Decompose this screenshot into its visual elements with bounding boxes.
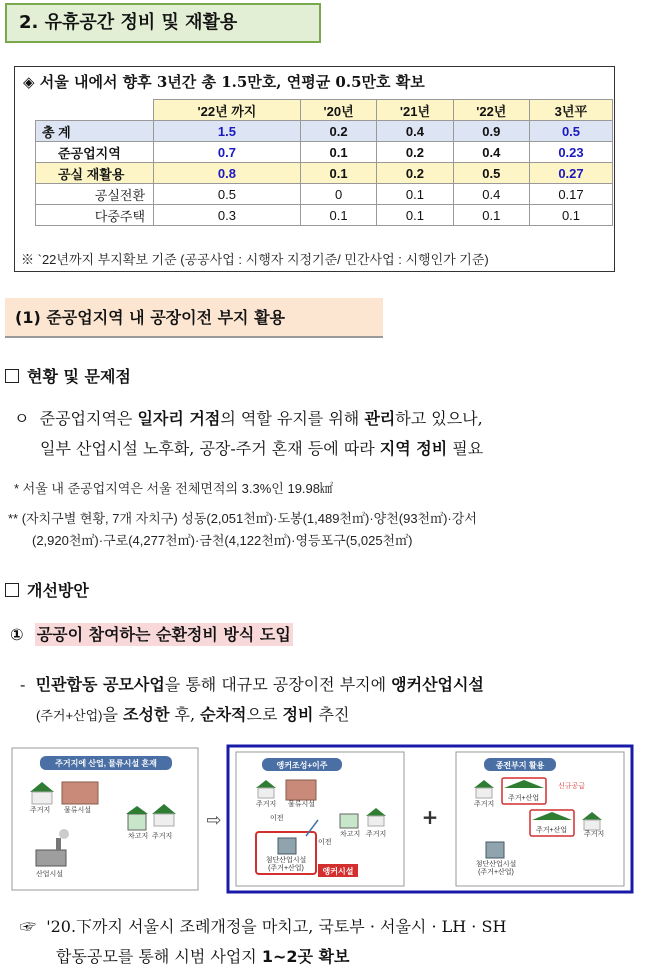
summary-headline: ◈ 서울 내에서 향후 3년간 총 1.5만호, 연평균 0.5만호 확보	[23, 73, 425, 91]
footer-note	[20, 912, 506, 972]
label-res-ind: 주거+산업	[536, 827, 568, 834]
improvement-heading	[5, 578, 89, 601]
panel1-title: 주거지에 산업, 물류시설 혼재	[55, 759, 157, 768]
cell: 0.8	[154, 163, 301, 184]
status-note-1: * 서울 내 준공업지역은 서울 전체면적의 3.3%인 19.98㎢	[14, 481, 333, 496]
table-row	[36, 121, 613, 142]
cell: 1.5	[154, 121, 301, 142]
cell: 0.17	[529, 184, 612, 205]
text: 의 역할 유지를 위해	[220, 409, 365, 428]
text: (주거+산업)	[36, 708, 103, 723]
improvement-heading-text: 개선방안	[27, 581, 89, 600]
cell: 0.1	[377, 184, 453, 205]
table-row	[36, 163, 613, 184]
emphasis: 순차적	[200, 705, 247, 724]
cell: 0.7	[154, 142, 301, 163]
building-icon	[278, 838, 296, 854]
text: 으로	[246, 705, 283, 724]
cell: 0.1	[300, 163, 376, 184]
cell: 0.2	[377, 163, 453, 184]
pointer-hand-icon: ☞	[20, 917, 37, 936]
status-heading	[5, 364, 131, 387]
status-note-2	[8, 508, 477, 552]
label-anchor: 앵커시설	[322, 867, 354, 876]
panel3-title: 종전부지 활용	[495, 761, 545, 770]
item-number: ①	[10, 625, 24, 644]
cell: 0.1	[529, 205, 612, 226]
text: 후,	[169, 705, 201, 724]
col-header: '22년	[453, 100, 529, 121]
row-label: 공실전환	[36, 184, 154, 205]
table-row	[36, 205, 613, 226]
bullet-marker: ㅇ	[14, 409, 30, 428]
text: 합동공모를 통해 시범 사업지	[56, 947, 262, 966]
emphasis: 앵커산업시설	[391, 675, 484, 694]
plus-icon: +	[421, 805, 439, 829]
text: 일부 산업시설 노후화, 공장-주거 혼재 등에 따라	[40, 439, 380, 458]
cell: 0.3	[154, 205, 301, 226]
label-residential: 주거지	[256, 801, 277, 808]
cell: 0.1	[377, 205, 453, 226]
row-label: 다중주택	[36, 205, 154, 226]
cell: 0	[300, 184, 376, 205]
warehouse-icon	[62, 782, 98, 804]
status-heading-text: 현황 및 문제점	[27, 367, 131, 386]
label-depot: 차고지	[340, 831, 361, 838]
text: 하고 있으나,	[395, 409, 483, 428]
emphasis: 일자리 거점	[137, 409, 221, 428]
row-label: 공실 재활용	[36, 163, 154, 184]
emphasis: 정비	[282, 705, 314, 724]
text: (2,920천㎡)·구로(4,277천㎡)·금천(4,122천㎡)·영등포구(5,025천㎡)	[32, 533, 413, 548]
section-title: 2. 유휴공간 정비 및 재활용	[5, 3, 321, 43]
status-paragraph	[14, 404, 483, 464]
label-logistics: 물류시설	[64, 807, 92, 814]
text: '20.下까지 서울시 조례개정을 마치고, 국토부 · 서울시 · LH · SH	[46, 917, 507, 936]
col-header: '21년	[377, 100, 453, 121]
cell: 0.4	[377, 121, 453, 142]
item-title-text: 공공이 참여하는 순환정비 방식 도입	[36, 625, 291, 644]
cell: 0.4	[453, 142, 529, 163]
cell: 0.5	[529, 121, 612, 142]
summary-table	[35, 99, 613, 226]
label-new-supply: 신규공급	[558, 783, 586, 790]
checkbox-square-icon	[5, 369, 19, 383]
text: 추진	[313, 705, 350, 724]
warehouse-icon	[286, 780, 316, 800]
improvement-paragraph	[20, 670, 484, 731]
building-icon	[486, 842, 504, 858]
table-row	[36, 184, 613, 205]
col-header: '20년	[300, 100, 376, 121]
row-label: 총 계	[36, 121, 154, 142]
relocation-diagram	[0, 744, 651, 894]
label-residential: 주거지	[584, 831, 605, 838]
label-residential: 주거지	[152, 833, 173, 840]
label-advanced: 첨단산업시설	[265, 857, 307, 864]
dash-marker: -	[20, 675, 26, 694]
label-residential: 주거지	[366, 831, 387, 838]
label-depot: 차고지	[128, 833, 149, 840]
emphasis: 민관합동 공모사업	[35, 675, 165, 694]
cell: 0.2	[377, 142, 453, 163]
text: 준공업지역은	[39, 409, 138, 428]
table-row	[36, 142, 613, 163]
emphasis: 조성한	[123, 705, 170, 724]
label-residential: 주거지	[30, 807, 51, 814]
cell: 0.23	[529, 142, 612, 163]
summary-box	[14, 66, 615, 272]
emphasis: 관리	[364, 409, 396, 428]
cell: 0.1	[300, 142, 376, 163]
label-advanced-sub: (주거+산업)	[268, 865, 304, 872]
improvement-item-title	[10, 622, 293, 645]
cell: 0.5	[453, 163, 529, 184]
cell: 0.27	[529, 163, 612, 184]
cell: 0.5	[154, 184, 301, 205]
table-corner	[36, 100, 154, 121]
label-advanced: 첨단산업시설	[475, 861, 517, 868]
depot-icon	[340, 814, 358, 828]
arrow-right-icon: ⇨	[206, 810, 222, 831]
label-relocation: 이전	[318, 839, 332, 846]
label-relocation: 이전	[270, 815, 284, 822]
emphasis: 지역 정비	[379, 439, 448, 458]
label-res-ind: 주거+산업	[508, 795, 540, 802]
label-residential: 주거지	[474, 801, 495, 808]
text: 을 통해 대규모 공장이전 부지에	[164, 675, 392, 694]
subsection-title: (1) 준공업지역 내 공장이전 부지 활용	[5, 298, 383, 338]
cell: 0.1	[300, 205, 376, 226]
emphasis: 1~2곳 확보	[261, 947, 350, 966]
row-label: 준공업지역	[36, 142, 154, 163]
col-header: 3년平	[529, 100, 612, 121]
col-header: '22년 까지	[154, 100, 301, 121]
panel2-title: 앵커조성+이주	[276, 761, 328, 770]
checkbox-square-icon	[5, 583, 19, 597]
cell: 0.9	[453, 121, 529, 142]
label-advanced-sub: (주거+산업)	[478, 869, 514, 876]
cell: 0.2	[300, 121, 376, 142]
cell: 0.4	[453, 184, 529, 205]
label-logistics: 물류시설	[288, 801, 316, 808]
text: ** (자치구별 현황, 7개 자치구) 성동(2,051천㎡)·도봉(1,489천㎡)·양천(93천㎡)·강서	[8, 511, 477, 526]
text: 필요	[447, 439, 484, 458]
summary-footnote: ※ `22년까지 부지확보 기준 (공공사업 : 시행자 지정기준/ 민간사업 : 시행인가 기준)	[21, 252, 489, 267]
cell: 0.1	[453, 205, 529, 226]
label-industrial: 산업시설	[36, 871, 64, 878]
text: 을	[102, 705, 124, 724]
